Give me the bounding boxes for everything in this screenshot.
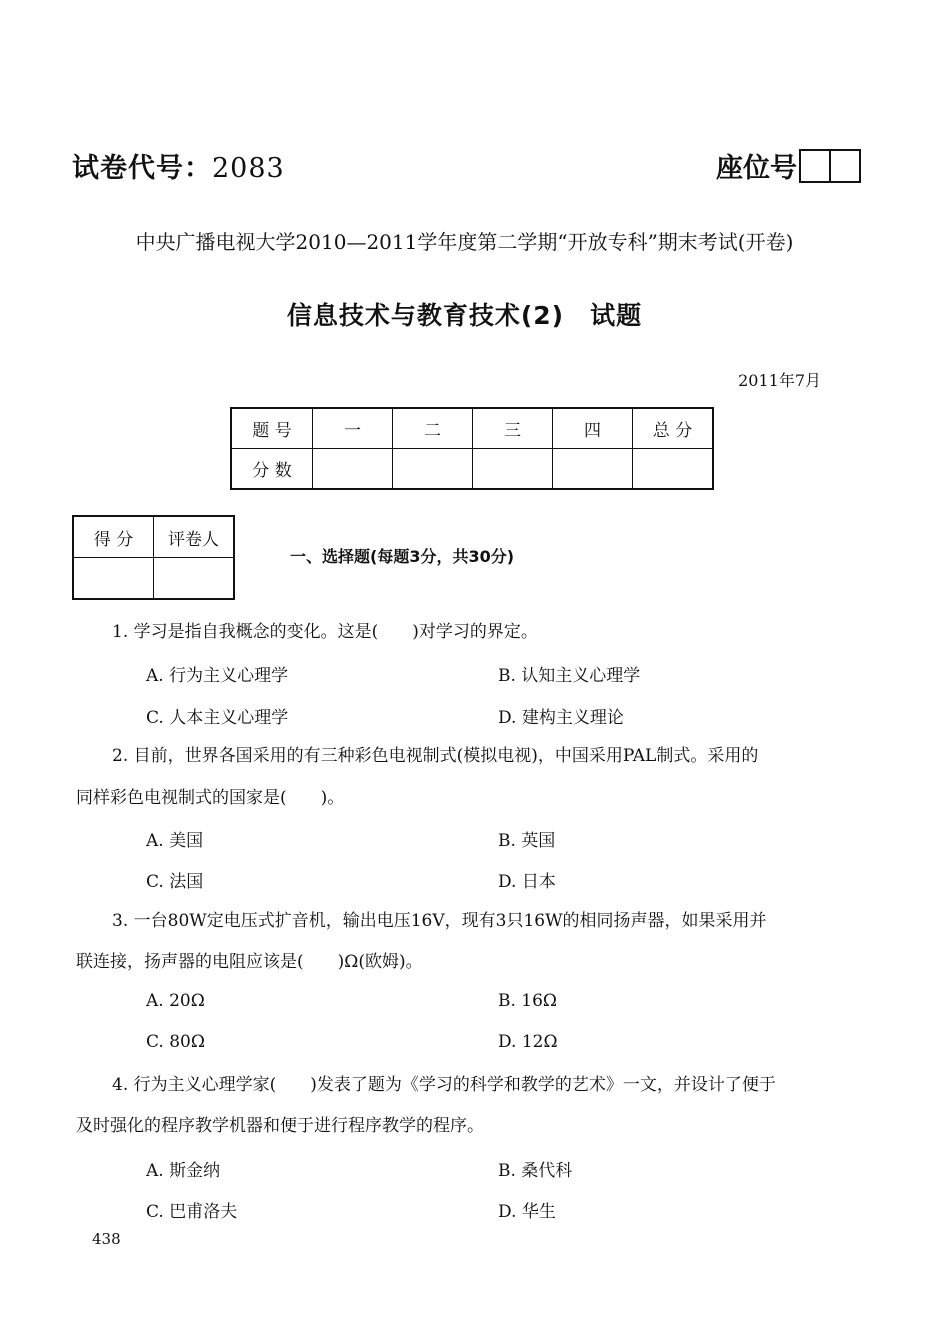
grader-name-cell[interactable] bbox=[154, 558, 235, 600]
question-4-option-c: C. 巴甫洛夫 bbox=[146, 1202, 238, 1222]
question-3-option-d: D. 12Ω bbox=[498, 1032, 558, 1052]
question-2-text-cont: 同样彩色电视制式的国家是( )。 bbox=[76, 788, 345, 808]
score-entry-cell[interactable] bbox=[553, 449, 633, 490]
score-table-cell: 一 bbox=[313, 408, 393, 449]
question-1-option-a: A. 行为主义心理学 bbox=[146, 666, 289, 686]
score-entry-cell[interactable] bbox=[313, 449, 393, 490]
score-entry-cell[interactable] bbox=[633, 449, 714, 490]
score-entry-cell[interactable] bbox=[473, 449, 553, 490]
score-table-cell: 三 bbox=[473, 408, 553, 449]
score-table-cell: 二 bbox=[393, 408, 473, 449]
score-table-cell: 分 数 bbox=[231, 449, 313, 490]
grader-name-label: 评卷人 bbox=[154, 516, 235, 558]
grader-table bbox=[72, 515, 235, 600]
score-table-cell: 题 号 bbox=[231, 408, 313, 449]
question-1-option-c: C. 人本主义心理学 bbox=[146, 708, 289, 728]
exam-title-suffix: 试题 bbox=[590, 301, 643, 330]
seat-box bbox=[799, 149, 831, 183]
section-heading: 一、选择题(每题3分，共30分) bbox=[290, 547, 515, 566]
seat-label: 座位号 bbox=[716, 153, 797, 184]
question-3-text: 3. 一台80W定电压式扩音机，输出电压16V，现有3只16W的相同扬声器，如果采用并 bbox=[112, 911, 767, 931]
question-1-option-b: B. 认知主义心理学 bbox=[498, 666, 641, 686]
question-2-option-a: A. 美国 bbox=[146, 831, 204, 851]
question-4-option-a: A. 斯金纳 bbox=[146, 1161, 221, 1181]
question-1-option-d: D. 建构主义理论 bbox=[498, 708, 624, 728]
grader-score-label: 得 分 bbox=[73, 516, 154, 558]
exam-code-value: 2083 bbox=[212, 153, 285, 184]
exam-code-label: 试卷代号： bbox=[72, 153, 212, 184]
page-number: 438 bbox=[92, 1230, 121, 1248]
score-table-score-row bbox=[231, 449, 713, 490]
question-2-text: 2. 目前，世界各国采用的有三种彩色电视制式(模拟电视)，中国采用PAL制式。采用的 bbox=[112, 746, 759, 766]
exam-title-main: 信息技术与教育技术(2) bbox=[286, 301, 565, 330]
seat-boxes bbox=[799, 149, 861, 183]
question-2-option-b: B. 英国 bbox=[498, 831, 556, 851]
question-4-option-d: D. 华生 bbox=[498, 1202, 556, 1222]
question-3-option-b: B. 16Ω bbox=[498, 991, 558, 1011]
question-3-option-c: C. 80Ω bbox=[146, 1032, 205, 1052]
question-4-text-cont: 及时强化的程序教学机器和便于进行程序教学的程序。 bbox=[76, 1116, 484, 1136]
score-table bbox=[230, 407, 714, 490]
question-3-option-a: A. 20Ω bbox=[146, 991, 205, 1011]
seat-number bbox=[716, 146, 861, 185]
exam-subtitle: 中央广播电视大学2010—2011学年度第二学期“开放专科”期末考试(开卷) bbox=[135, 230, 794, 254]
score-entry-cell[interactable] bbox=[393, 449, 473, 490]
grader-score-cell[interactable] bbox=[73, 558, 154, 600]
question-2-option-c: C. 法国 bbox=[146, 872, 204, 892]
exam-code bbox=[72, 146, 285, 185]
score-table-header-row bbox=[231, 408, 713, 449]
question-4-option-b: B. 桑代科 bbox=[498, 1161, 573, 1181]
question-2-option-d: D. 日本 bbox=[498, 872, 556, 892]
question-4-text: 4. 行为主义心理学家( )发表了题为《学习的科学和教学的艺术》一文，并设计了便于 bbox=[112, 1075, 776, 1095]
question-1-text: 1. 学习是指自我概念的变化。这是( )对学习的界定。 bbox=[112, 622, 538, 642]
score-table-cell: 四 bbox=[553, 408, 633, 449]
question-3-text-cont: 联连接，扬声器的电阻应该是( )Ω(欧姆)。 bbox=[76, 952, 423, 972]
exam-title bbox=[0, 296, 929, 332]
score-table-cell: 总 分 bbox=[633, 408, 714, 449]
exam-date: 2011年7月 bbox=[738, 371, 821, 390]
seat-box bbox=[831, 149, 861, 183]
